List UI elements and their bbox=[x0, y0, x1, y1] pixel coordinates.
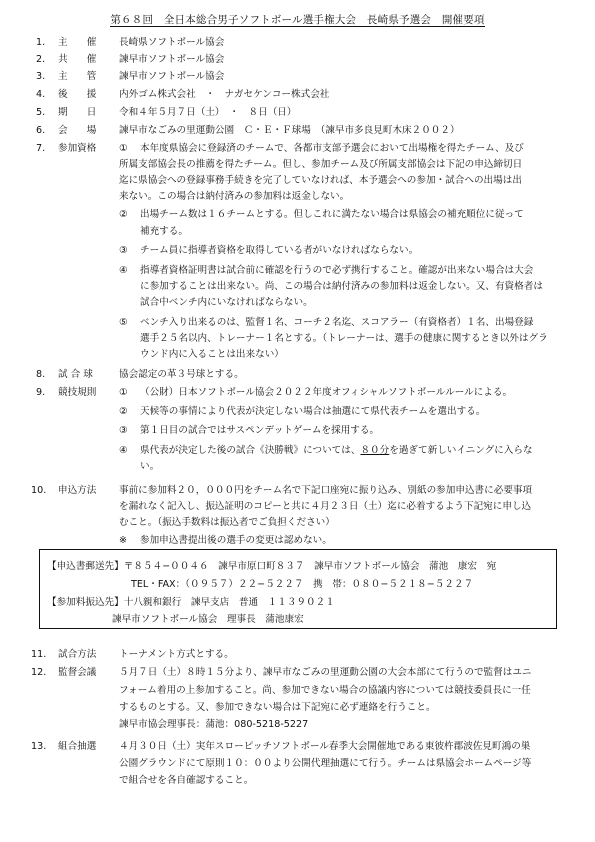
eligibility-line: 補充する。 bbox=[140, 226, 188, 237]
application-line: を漏れなく記入し、振込証明のコピーと共に４月２３日（土）迄に必着するよう下記宛に申し込 bbox=[119, 501, 532, 512]
eligibility-line: 試合中ベンチ内にいなければならない。 bbox=[140, 297, 313, 308]
lottery-line: ４月３０日（土）実年スローピッチソフトボール春季大会開催地である東彼杵郡波佐見町鴻の巣 bbox=[119, 741, 531, 752]
rules-line: 天候等の事情により代表が決定しない場合は抽選にて県代表チームを選出する。 bbox=[140, 406, 486, 417]
application-line: 事前に参加料２０，０００円をチーム名で下記口座宛に振り込み、別紙の参加申込書に必要事項 bbox=[119, 485, 533, 496]
eligibility-line: チーム員に指導者資格を取得している者がいなければならない。 bbox=[140, 245, 419, 256]
eligibility-marker-4: ④ bbox=[119, 265, 128, 276]
eligibility-line: に参加することは出来ない。尚、この場合は納付済みの参加料は返金しない。又、有資格者は bbox=[140, 281, 543, 292]
document-title: 第６８回 全日本総合男子ソフトボール選手権大会 長崎県予選会 開催要項 bbox=[110, 14, 485, 26]
rules-marker-1: ① bbox=[119, 387, 128, 398]
eligibility-line: 所属支部協会長の推薦を得たチーム。但し、参加チーム及び所属支部協会は下記の申込締切日 bbox=[119, 159, 523, 170]
rules-line: い。 bbox=[140, 461, 160, 472]
lottery-line: 公園グラウンドにて原則１０：００より公開代理抽選にて行う。チームは県協会ホームページ等 bbox=[119, 758, 532, 769]
rules-line: （公財）日本ソフトボール協会２０２２年度オフィシャルソフトボールルールによる。 bbox=[140, 387, 513, 398]
rules-marker-3: ③ bbox=[119, 425, 128, 436]
eligibility-line: 出場チーム数は１６チームとする。但しこれに満たない場合は県協会の補充順位に従って bbox=[140, 209, 524, 220]
rules-marker-4: ④ bbox=[119, 445, 128, 456]
eligibility-line: ウンド内に入ることは出来ない） bbox=[140, 349, 284, 360]
eligibility-line: 迄に県協会への登録事務手続きを完了していなければ、本予選会への参加・試合への出場は出 bbox=[119, 175, 522, 186]
eligibility-marker-5: ⑤ bbox=[119, 317, 128, 328]
meeting-contact: 諫早市協会理事長：蒲池：080-5218-5227 bbox=[119, 719, 309, 730]
page: 第６８回 全日本総合男子ソフトボール選手権大会 長崎県予選会 開催要項 1. 主 催 長崎県ソフトボール協会 2. 共 催 諫早市ソフトボール協会 3. 主 管 諫早市ソフトボール協会 4. 後 援 内外ゴム株式会社 ・ ナガセケンコー株式会社 5. 期 日 令和４年５月７日（土） ・ ８日（日） 6. 会 場 諫早市なごみの里運動公園 Ｃ・Ｅ・Ｆ球場 （諫早市多良見町木床２００２） 7. 参加資格 ① 本年度県協会に登録済のチームで、各都市支部予選会において出場権を得たチーム、及び 所属支部協会長の推薦を得たチーム。但し、参加チーム及び所属支部協会は下記の申込締切日 迄に県協会への登録事務手続きを完了していなければ、本予選会への参加・試合への出場は出 来ない。この場合は納付済みの参加料は返金しない。 ② 出場チーム数は１６チームとする。但しこれに満たない場合は県協会の補充順位に従って 補充する。 ③ チーム員に指導者資格を取得している者がいなければならない。 ④ 指導者資格証明書は試合前に確認を行うので必ず携行すること。確認が出来ない場合は大会 に参加することは出来ない。尚、この場合は納付済みの参加料は返金しない。又、有資格者は 試合中ベンチ内にいなければならない。 ⑤ ベンチ入り出来るのは、監督１名、コーチ２名迄、スコアラー（有資格者）１名、出場登録 選手２５名以内、トレーナー１名とする。（トレーナーは、選手の健康に関するとき以外はグラ ウンド内に入ることは出来ない） 8. 試 合 球 協会認定の革３号球とする。 9. 競技規則 ① （公財）日本ソフトボール協会２０２２年度オフィシャルソフトボールルールによる。 ② 天候等の事情により代表が決定しない場合は抽選にて県代表チームを選出する。 ③ 第１日目の試合ではサスペンデットゲームを採用する。 ④ 県代表が決定した後の試合《決勝戦》については、８０分を過ぎて新しいイニングに入らな い。 10. 申込方法 事前に参加料２０，０００円をチーム名で下記口座宛に振り込み、別紙の参加申込書に必要事項 を漏れなく記入し、振込証明のコピーと共に４月２３日（土）迄に必着するよう下記宛に申し込 むこと。（振込手数料は振込者でご負担ください） ※ 参加申込書提出後の選手の変更は認めない。 【申込書郵送先】〒８５４−００４６ 諫早市原口町８３７ 諫早市ソフトボール協会 蒲池 康宏 宛 TEL・FAX：（０９５７）２２−５２２７ 携 帯：０８０−５２１８−５２２７ 【参加料振込先】十八親和銀行 諫早支店 普通 １１３９０２１ 諫早市ソフトボール協会 理事長 蒲池康宏 11. 試合方法 トーナメント方式とする。 12. 監督会議 ５月７日（土）８時１５分より、諫早市なごみの里運動公園の大会本部にて行うので監督はユニ フォーム着用の上参加すること。尚、参加できない場合の協議内容については競技委員長に一任 するものとする。又、参加できない場合は下記宛に必ず連絡を行うこと。 諫早市協会理事長：蒲池：080-5218-5227 13. 組合抽選 ４月３０日（土）実年スローピッチソフトボール春季大会開催地である東彼杵郡波佐見町鴻の巣 公園グラウンドにて原則１０：００より公開代理抽選にて行う。チームは県協会ホームページ等 で組合せを各自確認すること。 bbox=[0, 0, 595, 842]
rules-line: 第１日目の試合ではサスペンデットゲームを採用する。 bbox=[140, 425, 380, 436]
rules-marker-2: ② bbox=[119, 406, 128, 417]
mailing-address: 【申込書郵送先】〒８５４−００４６ 諫早市原口町８３７ 諫早市ソフトボール協会 蒲池 康宏 宛 bbox=[47, 561, 497, 572]
account-holder: 諫早市ソフトボール協会 理事長 蒲池康宏 bbox=[112, 614, 304, 625]
eligibility-line: ベンチ入り出来るのは、監督１名、コーチ２名迄、スコアラー（有資格者）１名、出場登録 bbox=[140, 317, 534, 328]
eligibility-marker-2: ② bbox=[119, 209, 128, 220]
time-limit-underlined: ８０分 bbox=[360, 445, 390, 456]
phone-numbers: TEL・FAX：（０９５７）２２−５２２７ 携 帯：０８０−５２１８−５２２７ bbox=[131, 579, 474, 590]
rules-line: 県代表が決定した後の試合《決勝戦》については、８０分を過ぎて新しいイニングに入らな bbox=[140, 445, 533, 456]
eligibility-marker-3: ③ bbox=[119, 245, 128, 256]
lottery-line: で組合せを各自確認すること。 bbox=[119, 775, 254, 786]
application-line: 参加申込書提出後の選手の変更は認めない。 bbox=[140, 535, 332, 546]
eligibility-line: 選手２５名以内、トレーナー１名とする。（トレーナーは、選手の健康に関するとき以外はグラ bbox=[140, 333, 548, 344]
eligibility-marker-1: ① bbox=[119, 143, 128, 154]
bank-account: 【参加料振込先】十八親和銀行 諫早支店 普通 １１３９０２１ bbox=[47, 597, 335, 608]
eligibility-line: 来ない。この場合は納付済みの参加料は返金しない。 bbox=[119, 191, 350, 202]
eligibility-line: 本年度県協会に登録済のチームで、各都市支部予選会において出場権を得たチーム、及び bbox=[140, 143, 524, 154]
application-line: むこと。（振込手数料は振込者でご負担ください） bbox=[119, 517, 335, 528]
meeting-line: フォーム着用の上参加すること。尚、参加できない場合の協議内容については競技委員長に一任 bbox=[119, 685, 531, 696]
meeting-line: ５月７日（土）８時１５分より、諫早市なごみの里運動公園の大会本部にて行うので監督はユニ bbox=[119, 667, 532, 678]
eligibility-line: 指導者資格証明書は試合前に確認を行うので必ず携行すること。確認が出来ない場合は大会 bbox=[140, 265, 534, 276]
meeting-line: するものとする。又、参加できない場合は下記宛に必ず連絡を行うこと。 bbox=[119, 702, 436, 713]
note-marker: ※ bbox=[119, 535, 128, 546]
